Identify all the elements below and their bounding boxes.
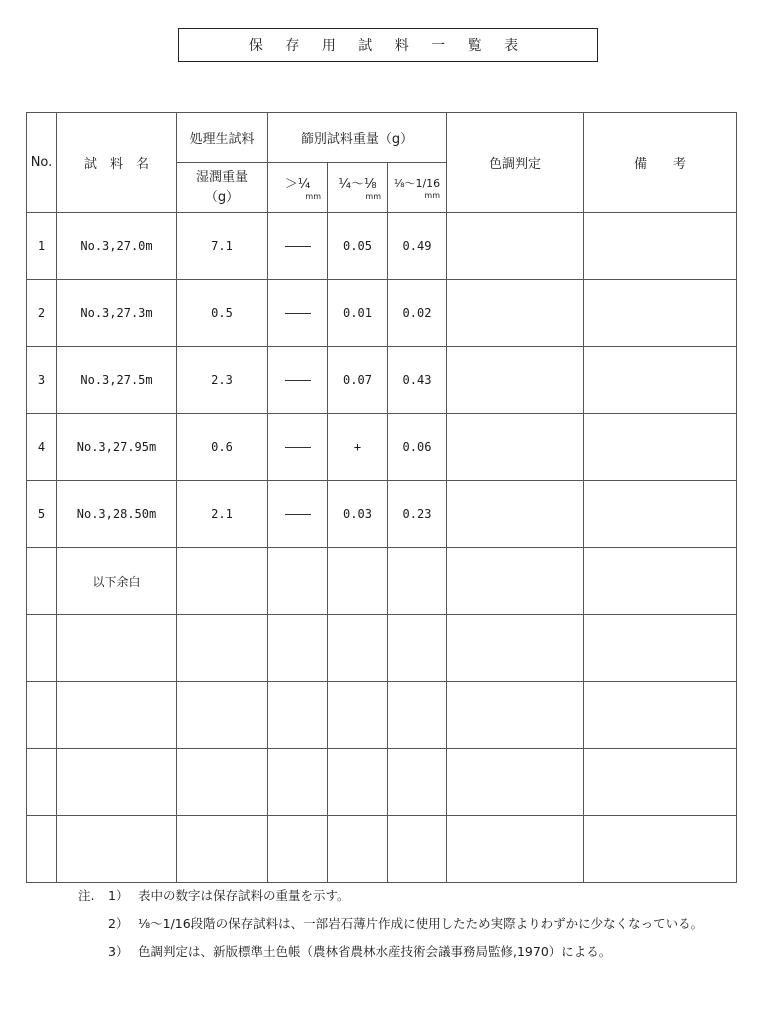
table-row-empty <box>27 682 737 749</box>
dash-mark <box>285 447 311 448</box>
note-text: 表中の数字は保存試料の重量を示す。 <box>138 888 350 903</box>
row-color <box>447 481 584 548</box>
empty-cell <box>328 548 388 615</box>
row-sieve-2: + <box>328 414 388 481</box>
row-sieve-3: 0.49 <box>388 213 447 280</box>
table-row-empty <box>27 749 737 816</box>
row-sample-name: No.3,27.3m <box>57 280 177 347</box>
row-sieve-2: 0.03 <box>328 481 388 548</box>
row-sieve-3: 0.43 <box>388 347 447 414</box>
empty-cell <box>584 615 737 682</box>
empty-cell <box>268 682 328 749</box>
row-wet-weight: 0.5 <box>177 280 268 347</box>
table-row-empty <box>27 816 737 883</box>
table-row <box>27 347 737 414</box>
row-sample-name: No.3,27.95m <box>57 414 177 481</box>
table-row <box>27 414 737 481</box>
row-wet-weight: 2.3 <box>177 347 268 414</box>
row-remarks <box>584 414 737 481</box>
dash-mark <box>285 514 311 515</box>
empty-cell <box>328 749 388 816</box>
empty-cell <box>447 615 584 682</box>
header-wet-top: 処理生試料 <box>177 113 268 163</box>
row-sieve-1 <box>268 213 328 280</box>
notes-label: 注. <box>78 888 95 903</box>
empty-cell <box>27 749 57 816</box>
header-sample-name: 試 料 名 <box>57 113 177 213</box>
table-row-empty <box>27 615 737 682</box>
header-sieve-col-2 <box>328 163 388 213</box>
table-row <box>27 481 737 548</box>
empty-cell <box>57 816 177 883</box>
empty-cell <box>447 682 584 749</box>
empty-cell <box>268 548 328 615</box>
empty-cell <box>268 615 328 682</box>
note-index: 3） <box>108 944 129 959</box>
row-remarks <box>584 481 737 548</box>
dash-mark <box>285 380 311 381</box>
row-no: 1 <box>27 213 57 280</box>
empty-cell <box>388 816 447 883</box>
empty-cell <box>584 749 737 816</box>
empty-cell <box>27 548 57 615</box>
header-remarks: 備 考 <box>584 113 737 213</box>
row-sieve-1 <box>268 414 328 481</box>
row-no: 5 <box>27 481 57 548</box>
note-index: 2） <box>108 916 129 931</box>
document-title: 保 存 用 試 料 一 覧 表 <box>178 28 598 62</box>
row-remarks <box>584 347 737 414</box>
row-sieve-3: 0.06 <box>388 414 447 481</box>
empty-cell <box>268 749 328 816</box>
empty-cell <box>57 682 177 749</box>
note-index: 1） <box>108 888 129 903</box>
note-item <box>78 944 738 960</box>
row-color <box>447 213 584 280</box>
empty-cell <box>584 548 737 615</box>
header-sieve: 篩別試料重量（g） <box>268 113 447 163</box>
sample-table <box>26 112 737 883</box>
row-no: 3 <box>27 347 57 414</box>
note-item <box>78 888 738 904</box>
row-sieve-2: 0.01 <box>328 280 388 347</box>
row-wet-weight: 7.1 <box>177 213 268 280</box>
empty-cell <box>328 615 388 682</box>
empty-cell <box>447 816 584 883</box>
sieve-unit-2: mm <box>365 192 381 201</box>
table-row <box>27 280 737 347</box>
empty-cell <box>388 749 447 816</box>
row-sieve-3: 0.02 <box>388 280 447 347</box>
remainder-label: 以下余白 <box>57 548 177 615</box>
sieve-range-1: ＞¼ <box>284 177 311 192</box>
dash-mark <box>285 246 311 247</box>
header-wet-label: 湿潤重量 <box>195 169 248 185</box>
sieve-unit-3: mm <box>424 190 441 200</box>
row-sieve-1 <box>268 280 328 347</box>
empty-cell <box>27 682 57 749</box>
empty-cell <box>584 682 737 749</box>
sieve-unit-1: mm <box>305 192 321 201</box>
row-sieve-1 <box>268 481 328 548</box>
empty-cell <box>268 816 328 883</box>
row-sieve-2: 0.05 <box>328 213 388 280</box>
header-sieve-col-1 <box>268 163 328 213</box>
empty-cell <box>388 548 447 615</box>
empty-cell <box>328 682 388 749</box>
header-sieve-col-3 <box>388 163 447 213</box>
header-wet-bottom <box>177 163 268 213</box>
table-row-remainder <box>27 548 737 615</box>
empty-cell <box>177 816 268 883</box>
empty-cell <box>328 816 388 883</box>
sieve-range-2: ¼〜⅛ <box>338 177 377 192</box>
empty-cell <box>177 548 268 615</box>
row-sample-name: No.3,27.5m <box>57 347 177 414</box>
row-wet-weight: 0.6 <box>177 414 268 481</box>
empty-cell <box>447 548 584 615</box>
empty-cell <box>388 615 447 682</box>
header-color: 色調判定 <box>447 113 584 213</box>
row-color <box>447 414 584 481</box>
sieve-range-3: ⅛〜1/16 <box>393 176 441 190</box>
row-wet-weight: 2.1 <box>177 481 268 548</box>
dash-mark <box>285 313 311 314</box>
row-no: 2 <box>27 280 57 347</box>
empty-cell <box>177 615 268 682</box>
empty-cell <box>57 615 177 682</box>
empty-cell <box>177 682 268 749</box>
row-no: 4 <box>27 414 57 481</box>
row-sieve-3: 0.23 <box>388 481 447 548</box>
row-sample-name: No.3,28.50m <box>57 481 177 548</box>
header-wet-unit: （g） <box>204 189 240 205</box>
note-item <box>78 916 738 932</box>
empty-cell <box>27 816 57 883</box>
row-remarks <box>584 213 737 280</box>
row-color <box>447 280 584 347</box>
empty-cell <box>177 749 268 816</box>
row-color <box>447 347 584 414</box>
table-row <box>27 213 737 280</box>
notes-section <box>78 888 738 972</box>
header-row-1 <box>27 113 737 163</box>
note-text: ⅛〜1/16段階の保存試料は、一部岩石薄片作成に使用したため実際よりわずかに少なくなっている。 <box>138 916 704 931</box>
empty-cell <box>27 615 57 682</box>
empty-cell <box>447 749 584 816</box>
empty-cell <box>584 816 737 883</box>
header-no: No. <box>27 113 57 213</box>
row-sieve-2: 0.07 <box>328 347 388 414</box>
row-sieve-1 <box>268 347 328 414</box>
row-sample-name: No.3,27.0m <box>57 213 177 280</box>
row-remarks <box>584 280 737 347</box>
empty-cell <box>388 682 447 749</box>
note-text: 色調判定は、新版標準土色帳（農林省農林水産技術会議事務局監修,1970）による。 <box>138 944 612 959</box>
empty-cell <box>57 749 177 816</box>
